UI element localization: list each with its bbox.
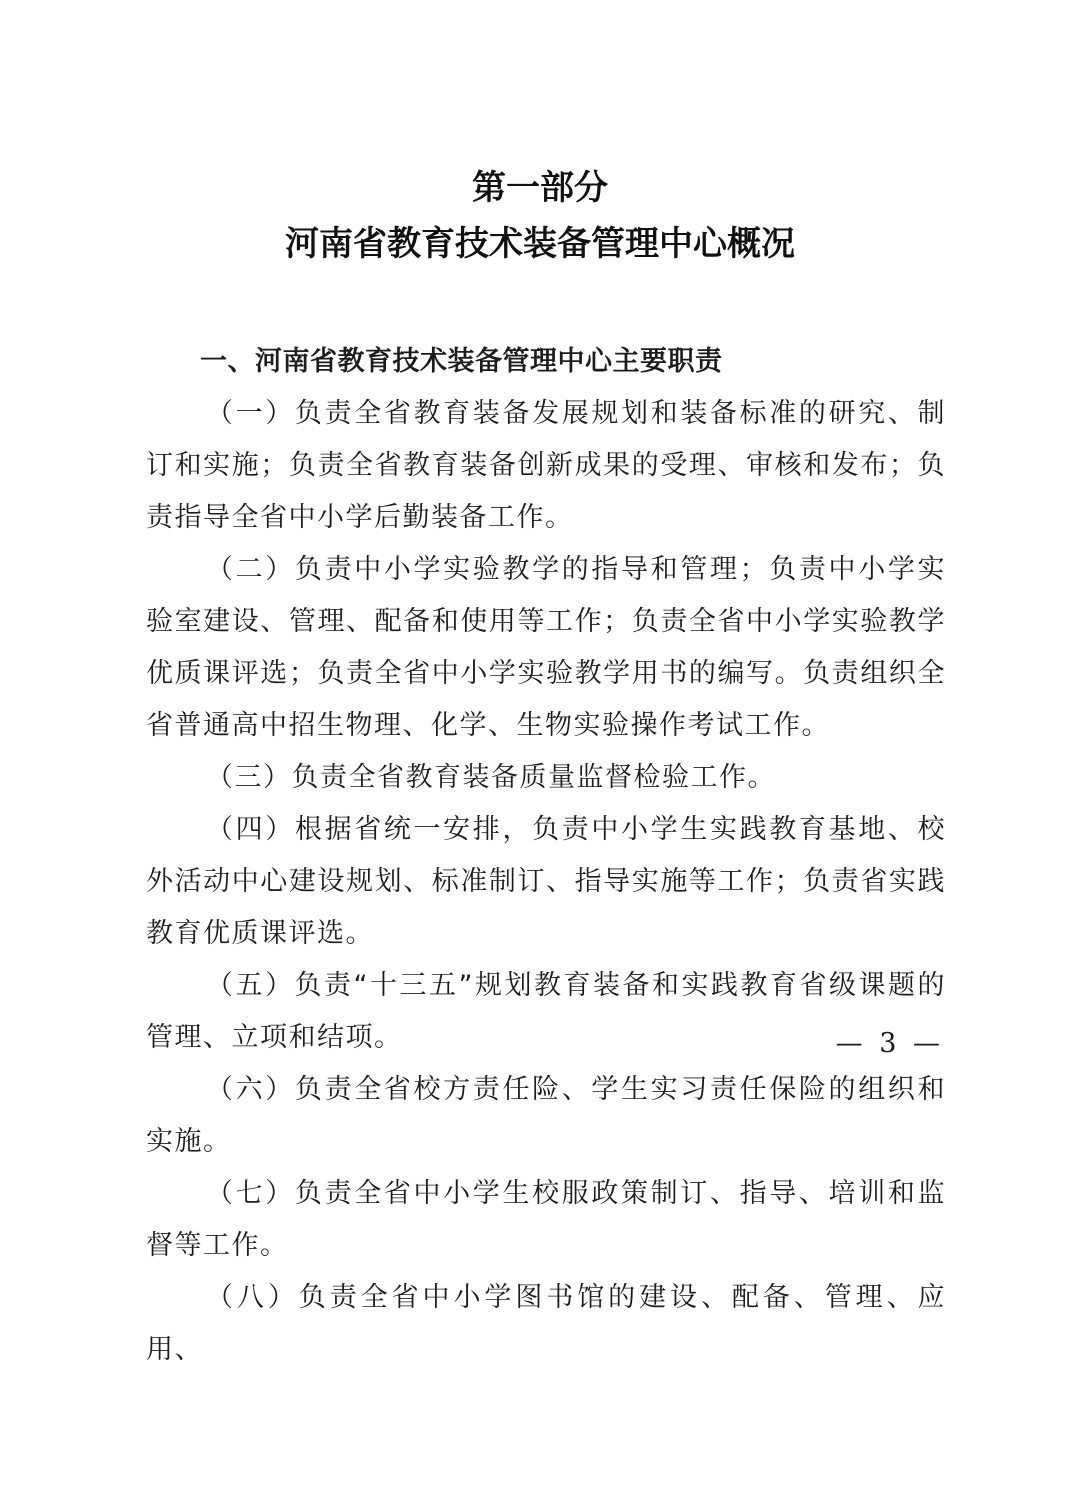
duty-paragraph-2: （二）负责中小学实验教学的指导和管理；负责中小学实验室建设、管理、配备和使用等工作；负责全省中小学实验教学优质课评选；负责全省中小学实验教学用书的编写。负责组织全省普通高中招生物理、化学、生物实验操作考试工作。 <box>146 554 946 741</box>
duty-paragraph-3: （三）负责全省教育装备质量监督检验工作。 <box>206 762 776 793</box>
duty-paragraph-8: （八）负责全省中小学图书馆的建设、配备、管理、应用、 <box>146 1282 946 1365</box>
main-title: 河南省教育技术装备管理中心概况 <box>285 224 795 264</box>
duty-paragraph-6: （六）负责全省校方责任险、学生实习责任保险的组织和实施。 <box>146 1074 946 1157</box>
document-body <box>146 336 946 1376</box>
duty-paragraph-1: （一）负责全省教育装备发展规划和装备标准的研究、制订和实施；负责全省教育装备创新成果的受理、审核和发布；负责指导全省中小学后勤装备工作。 <box>146 398 946 533</box>
part-title: 第一部分 <box>472 168 608 208</box>
section-heading: 一、河南省教育技术装备管理中心主要职责 <box>200 346 723 377</box>
duty-paragraph-5: （五）负责“十三五”规划教育装备和实践教育省级课题的管理、立项和结项。 <box>146 970 946 1053</box>
page-number: — 3 — <box>835 1028 944 1059</box>
duty-paragraph-4: （四）根据省统一安排，负责中小学生实践教育基地、校外活动中心建设规划、标准制订、指导实施等工作；负责省实践教育优质课评选。 <box>146 814 946 949</box>
duty-paragraph-7: （七）负责全省中小学生校服政策制订、指导、培训和监督等工作。 <box>146 1178 946 1261</box>
